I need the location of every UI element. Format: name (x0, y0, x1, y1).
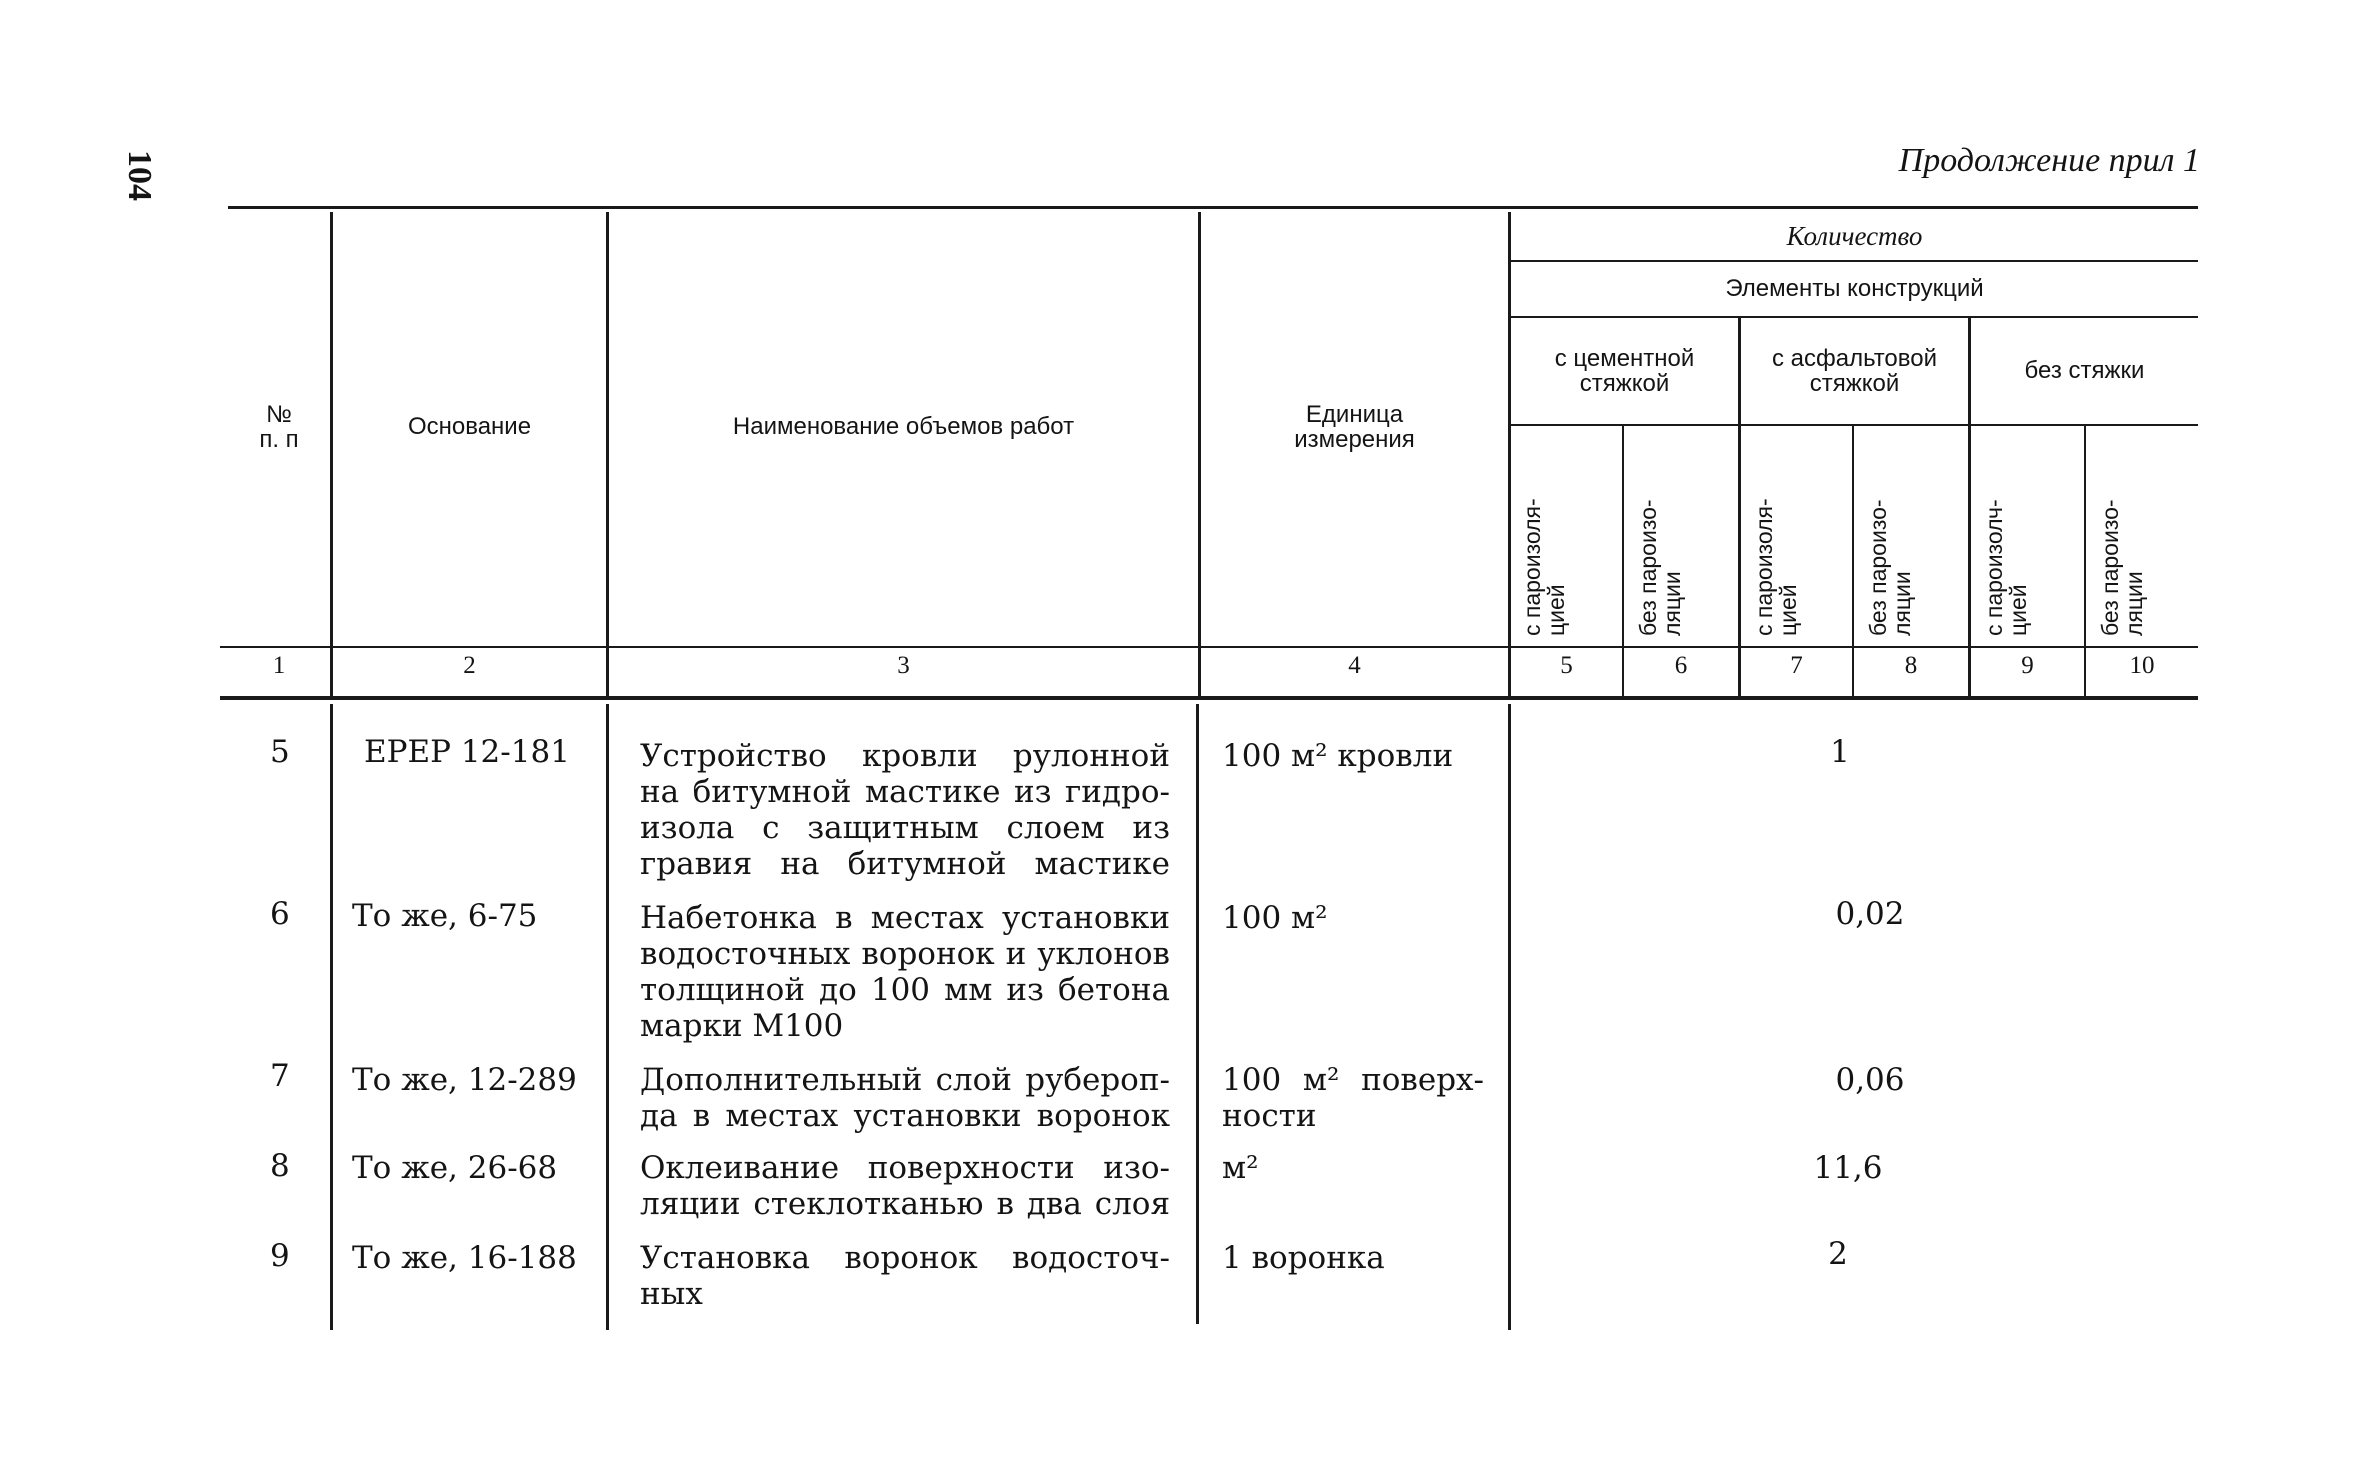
row-work-line: да в местах установки воронок (640, 1098, 1170, 1134)
column-divider (330, 704, 333, 1330)
row-quantity: 0,06 (1835, 1062, 1905, 1098)
row-unit-line: 100 м² поверх- (1222, 1062, 1484, 1098)
row-work-line: марки М100 (640, 1008, 844, 1044)
subheader-col10: без пароизо- ляции (2097, 499, 2148, 636)
column-number: 7 (1790, 652, 1803, 679)
row-unit: 100 м² (1222, 900, 1328, 936)
header-group-no-screed: без стяжки (2024, 357, 2145, 385)
header-item-number: № п. п (259, 400, 299, 453)
column-number: 8 (1904, 652, 1918, 679)
header-group-cement-screed: с цементной стяжкой (1554, 344, 1695, 397)
row-work-line: изола с защитным слоем из (640, 810, 1170, 846)
header-unit: Единица измерения (1294, 400, 1415, 453)
row-unit: 1 воронка (1222, 1240, 1385, 1276)
row-basis: То же, 26-68 (352, 1150, 558, 1186)
column-number: 9 (2021, 652, 2034, 679)
header-construction-elements: Элементы конструкций (1725, 275, 1984, 303)
header-quantity: Количество (1786, 220, 1923, 251)
header-work-name: Наименование объемов работ (732, 413, 1075, 441)
row-basis: То же, 16-188 (352, 1240, 577, 1276)
row-work-line: гравия на битумной мастике (640, 846, 1170, 882)
header-basis: Основание (407, 413, 532, 441)
column-divider (606, 704, 609, 1330)
subheader-col8: без пароизо- ляции (1865, 499, 1916, 636)
subheader-col5: с пароизоля- цией (1519, 498, 1570, 636)
row-work-line: ляции стеклотканью в два слоя (640, 1186, 1170, 1222)
column-numbers-bottom-rule (220, 696, 2198, 700)
row-quantity: 11,6 (1813, 1150, 1883, 1186)
row-basis: ЕРЕР 12-181 (364, 734, 570, 770)
row-work-line: Набетонка в местах установки (640, 900, 1170, 936)
table-top-rule (228, 206, 2198, 209)
row-unit: 100 м² кровли (1222, 738, 1454, 774)
row-number: 5 (270, 734, 290, 770)
row-unit: м² (1222, 1150, 1259, 1186)
column-divider (1196, 704, 1199, 1324)
header-rule-bottom (220, 646, 2198, 648)
column-number: 3 (897, 652, 910, 679)
header-group-asphalt-screed: с асфальтовой стяжкой (1771, 344, 1938, 397)
column-number: 6 (1674, 652, 1688, 679)
row-work-line: ных (640, 1276, 703, 1312)
row-quantity: 0,02 (1835, 896, 1905, 932)
row-number: 8 (270, 1148, 290, 1184)
row-number: 6 (270, 896, 290, 932)
column-number: 1 (272, 652, 286, 679)
column-number: 10 (2129, 652, 2155, 679)
row-work-line: Оклеивание поверхности изо- (640, 1150, 1170, 1186)
row-quantity: 1 (1830, 734, 1850, 770)
subheader-col6: без пароизо- ляции (1635, 499, 1686, 636)
header-rule-groups (1510, 424, 2198, 426)
page-number: 104 (121, 150, 158, 201)
column-number: 4 (1348, 652, 1361, 679)
row-work-line: на битумной мастике из гидро- (640, 774, 1170, 810)
row-work-line: толщиной до 100 мм из бетона (640, 972, 1170, 1008)
column-number: 5 (1560, 652, 1573, 679)
row-work-line: водосточных воронок и уклонов (640, 936, 1170, 972)
row-number: 9 (270, 1238, 290, 1274)
row-work-line: Устройство кровли рулонной (640, 738, 1170, 774)
column-divider (1508, 704, 1511, 1330)
row-work-line: Дополнительный слой рубероп- (640, 1062, 1170, 1098)
continuation-title: Продолжение прил 1 (1898, 142, 2200, 179)
row-basis: То же, 12-289 (352, 1062, 577, 1098)
row-number: 7 (270, 1058, 290, 1094)
subheader-col9: с пароизолч- цией (1981, 499, 2032, 636)
row-quantity: 2 (1828, 1236, 1848, 1272)
row-basis: То же, 6-75 (352, 898, 538, 934)
subheader-col7: с пароизоля- цией (1751, 498, 1802, 636)
column-number: 2 (463, 652, 476, 679)
row-unit-line: ности (1222, 1098, 1317, 1134)
row-work-line: Установка воронок водосточ- (640, 1240, 1170, 1276)
